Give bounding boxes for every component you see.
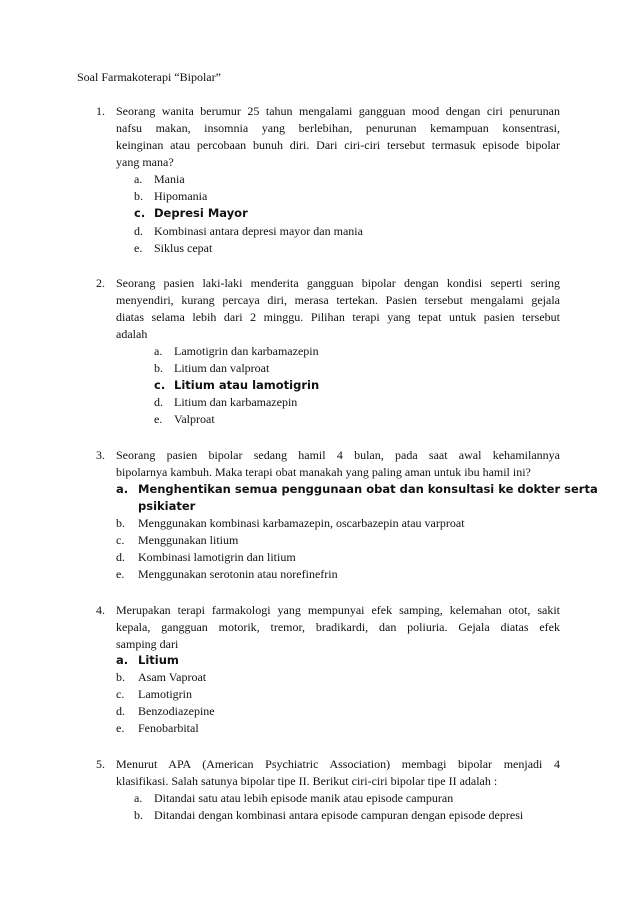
question-line: diatas selama lebih dari 2 minggu. Pilihan terapi yang tepat untuk pasien tersebut — [116, 310, 560, 324]
question-text — [116, 447, 560, 481]
answer-option: b. Menggunakan kombinasi karbamazepin, oscarbazepin atau varproat — [116, 516, 465, 530]
question-line: yang mana? — [116, 155, 174, 169]
question-line: bipolarnya kambuh. Maka terapi obat manakah yang paling aman untuk ibu hamil ini? — [116, 465, 531, 479]
answer-option: e. Menggunakan serotonin atau norefinefrin — [116, 567, 338, 581]
question-line: kepala, gangguan motorik, tremor, bradikardi, dan poliuria. Gejala diatas efek — [116, 620, 560, 634]
answer-option: d. Litium dan karbamazepin — [154, 395, 298, 409]
question-number: 4. — [96, 603, 105, 617]
question-number: 1. — [96, 104, 105, 118]
answer-option-correct: a. Litium — [116, 653, 179, 667]
question-line: klasifikasi. Salah satunya bipolar tipe II. Berikut ciri-ciri bipolar tipe II adalah : — [116, 774, 498, 788]
answer-option: a. Mania — [134, 172, 185, 186]
question-line: Seorang wanita berumur 25 tahun mengalami gangguan mood dengan ciri penurunan — [116, 104, 560, 118]
question-number: 5. — [96, 757, 105, 771]
question-text — [116, 756, 560, 790]
question-text — [116, 275, 560, 343]
question-text — [116, 602, 560, 653]
answer-option: b. Litium dan valproat — [154, 361, 270, 375]
question-number: 3. — [96, 448, 105, 462]
answer-option: e. Siklus cepat — [134, 241, 213, 255]
answer-option-continuation: psikiater — [138, 499, 196, 513]
answer-option: d. Benzodiazepine — [116, 704, 215, 718]
question-line: Seorang pasien laki-laki menderita gangguan bipolar dengan kondisi seperti sering — [116, 276, 560, 290]
question-line: samping dari — [116, 637, 179, 651]
question-line: Seorang pasien bipolar sedang hamil 4 bulan, pada saat awal kehamilannya — [116, 448, 560, 462]
document-title: Soal Farmakoterapi “Bipolar” — [77, 70, 221, 84]
question-line: menyendiri, kurang percaya diri, merasa tertekan. Pasien tersebut mengalami gejala — [116, 293, 560, 307]
answer-option: e. Fenobarbital — [116, 721, 199, 735]
question-line: Menurut APA (American Psychiatric Association) membagi bipolar menjadi 4 — [116, 757, 560, 771]
answer-option: b. Hipomania — [134, 189, 208, 203]
answer-option: a. Ditandai satu atau lebih episode manik atau episode campuran — [134, 791, 454, 805]
question-line: adalah — [116, 327, 148, 341]
answer-option: c. Lamotigrin — [116, 687, 192, 701]
question-line: keinginan atau percobaan bunuh diri. Dari ciri-ciri tersebut termasuk episode bipolar — [116, 138, 560, 152]
question-number: 2. — [96, 276, 105, 290]
answer-option: b. Asam Vaproat — [116, 670, 207, 684]
answer-option: b. Ditandai dengan kombinasi antara episode campuran dengan episode depresi — [134, 808, 524, 822]
answer-option: d. Kombinasi antara depresi mayor dan mania — [134, 224, 363, 238]
answer-option-correct: a. Menghentikan semua penggunaan obat dan konsultasi ke dokter serta — [116, 482, 598, 496]
question-line: Merupakan terapi farmakologi yang mempunyai efek samping, kelemahan otot, sakit — [116, 603, 560, 617]
question-line: nafsu makan, insomnia yang berlebihan, penurunan kemampuan konsentrasi, — [116, 121, 560, 135]
answer-option-correct: c. Litium atau lamotigrin — [154, 378, 320, 392]
answer-option-correct: c. Depresi Mayor — [134, 206, 248, 220]
question-text — [116, 103, 560, 171]
answer-option: e. Valproat — [154, 412, 215, 426]
answer-option: d. Kombinasi lamotigrin dan litium — [116, 550, 296, 564]
answer-option: c. Menggunakan litium — [116, 533, 239, 547]
answer-option: a. Lamotigrin dan karbamazepin — [154, 344, 319, 358]
